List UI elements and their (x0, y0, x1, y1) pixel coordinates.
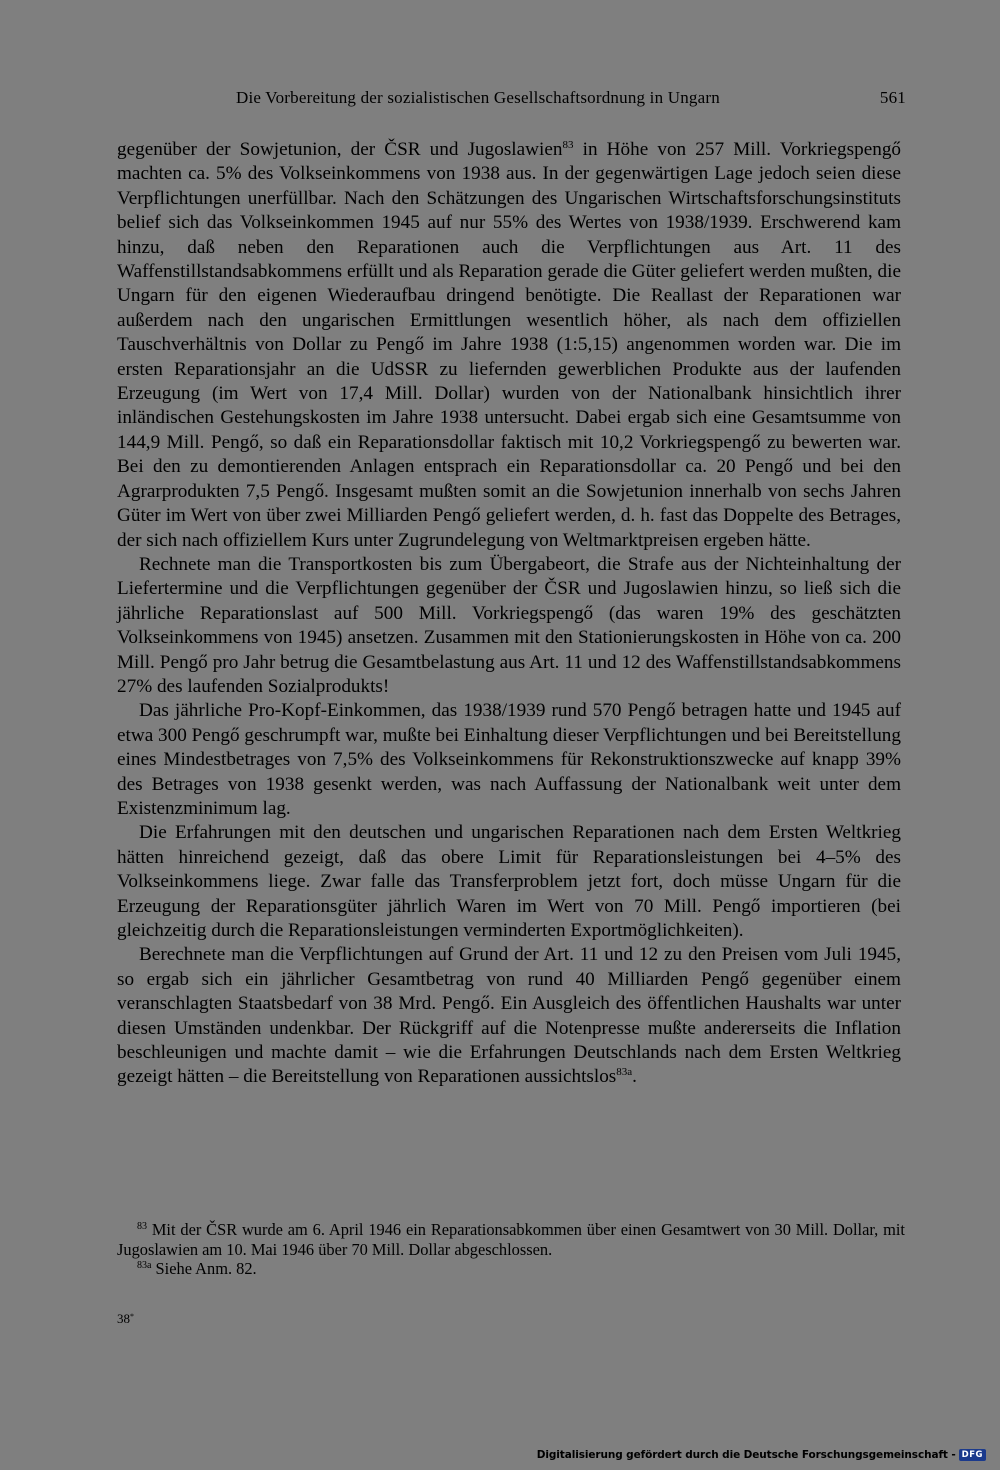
paragraph (117, 699, 901, 821)
footnote-text: Siehe Anm. 82. (151, 1259, 257, 1278)
paragraph (117, 553, 901, 699)
footnote (117, 1220, 905, 1259)
running-header-title: Die Vorbereitung der sozialistischen Gesellschaftsordnung in Ungarn (236, 88, 720, 107)
paragraph-text: gegenüber der Sowjetunion, der ČSR und Jugoslawien (117, 139, 563, 160)
printer-signature (117, 1311, 134, 1327)
dfg-logo: DFG (959, 1449, 986, 1461)
paragraph-text: Berechnete man die Verpflichtungen auf Grund der Art. 11 und 12 zu den Preisen vom Juli 1945, so ergab sich ein jährlicher Gesamtbetrag von rund 40 Milliarden Pengő gegenüber einem veranschlagten Staatsbedarf von 38 Mrd. Pengő. Ein Ausgleich des öffentlichen Haushalts war unter diesen Umständen undenkbar. Der Rückgriff auf die Notenpresse mußte andererseits die Inflation beschleunigen und machte damit – wie die Erfahrungen Deutschlands nach dem Ersten Weltkrieg gezeigt hätten – die Bereitstellung von Reparationen aussichtslos (117, 944, 901, 1088)
paragraph-text: . (632, 1066, 637, 1088)
footnote-text: Mit der ČSR wurde am 6. April 1946 ein Reparationsabkommen über einen Gesamtwert von 30 Mill. Dollar, mit Jugoslawien am 10. Mai 1946 über 70 Mill. Dollar abgeschlossen. (117, 1220, 905, 1259)
footnote-mark: 83 (137, 1221, 147, 1232)
signature-star: * (130, 1312, 134, 1321)
digitization-credit: Digitalisierung gefördert durch die Deutsche Forschungsgemeinschaft - (536, 1449, 956, 1461)
footnote-mark: 83a (137, 1260, 152, 1271)
page-number: 561 (879, 88, 906, 107)
footnote-reference: 83a (616, 1066, 633, 1079)
digitization-footer (537, 1449, 986, 1461)
paragraph-text: Das jährliche Pro-Kopf-Einkommen, das 1938/1939 rund 570 Pengő betragen hatte und 1945 auf etwa 300 Pengő geschrumpft war, mußte bei Einhaltung dieser Verpflichtungen und bei Bereitstellung eines Mindestbetrages von 7,5% des Volkseinkommens für Rekonstruktionszwecke auf knapp 39% des Betrages von 1938 gesenkt werden, was nach Auffassung der Nationalbank weit unter dem Existenzminimum lag. (117, 700, 901, 819)
paragraph (117, 943, 901, 1089)
paragraph-text: Die Erfahrungen mit den deutschen und ungarischen Reparationen nach dem Ersten Weltkrieg hätten hinreichend gezeigt, daß das obere Limit für Reparationsleistungen bei 4–5% des Volkseinkommens liege. Zwar falle das Transferproblem jetzt fort, doch müsse Ungarn für die Erzeugung der Reparationsgüter jährlich Waren im Wert von 70 Mill. Pengő importieren (bei gleichzeitig durch die Reparationsleistungen verminderten Exportmöglichkeiten). (117, 822, 901, 941)
body-text (117, 138, 901, 1090)
signature-number: 38 (117, 1311, 130, 1326)
paragraph-text: in Höhe von 257 Mill. Vorkriegspengő machten ca. 5% des Volkseinkommens von 1938 aus. In der gegenwärtigen Lage jedoch seien diese Verpflichtungen unerfüllbar. Nach den Schätzungen des Ungarischen Wirtschaftsforschungsinstituts belief sich das Volkseinkommen 1945 auf nur 55% des Wertes von 1938/1939. Erschwerend kam hinzu, daß neben den Reparationen auch die Verpflichtungen aus Art. 11 des Waffenstillstandsabkommens erfüllt und als Reparation gerade die Güter geliefert werden mußten, die Ungarn für den eigenen Wiederaufbau dringend benötigte. Die Reallast der Reparationen war außerdem nach den ungarischen Ermittlungen wesentlich höher, als nach dem offiziellen Tauschverhältnis von Dollar zu Pengő im Jahre 1938 (1:5,15) angenommen worden war. Die im ersten Reparationsjahr an die UdSSR zu liefernden gewerblichen Produkte aus der laufenden Erzeugung (im Wert von 17,4 Mill. Dollar) wurden von der Nationalbank hinsichtlich ihrer inländischen Gestehungskosten im Jahre 1938 untersucht. Dabei ergab sich eine Gesamtsumme von 144,9 Mill. Pengő, so daß ein Reparationsdollar faktisch mit 10,2 Vorkriegspengő zu bewerten war. Bei den zu demontierenden Anlagen entsprach ein Reparationsdollar ca. 20 Pengő und bei den Agrarprodukten 7,5 Pengő. Insgesamt mußten somit an die Sowjetunion innerhalb von sechs Jahren Güter im Wert von über zwei Milliarden Pengő geliefert werden, d. h. fast das Doppelte des Betrages, der sich nach offiziellem Kurs unter Zugrundelegung von Weltmarktpreisen ergeben hätte. (117, 139, 902, 551)
footnote (117, 1259, 905, 1279)
footnotes (117, 1220, 905, 1279)
footnote-reference: 83 (562, 139, 574, 151)
paragraph-text: Rechnete man die Transportkosten bis zum Übergabeort, die Strafe aus der Nichteinhaltung der Liefertermine und die Verpflichtungen gegenüber der ČSR und Jugoslawien hinzu, so ließ sich die jährliche Reparationslast auf 500 Mill. Vorkriegspengő (das waren 19% des geschätzten Volkseinkommens von 1945) ansetzen. Zusammen mit den Stationierungskosten in Höhe von ca. 200 Mill. Pengő pro Jahr betrug die Gesamtbelastung aus Art. 11 und 12 des Waffenstillstandsabkommens 27% des laufenden Sozialprodukts! (117, 553, 901, 697)
paragraph (117, 138, 901, 553)
paragraph (117, 821, 901, 943)
